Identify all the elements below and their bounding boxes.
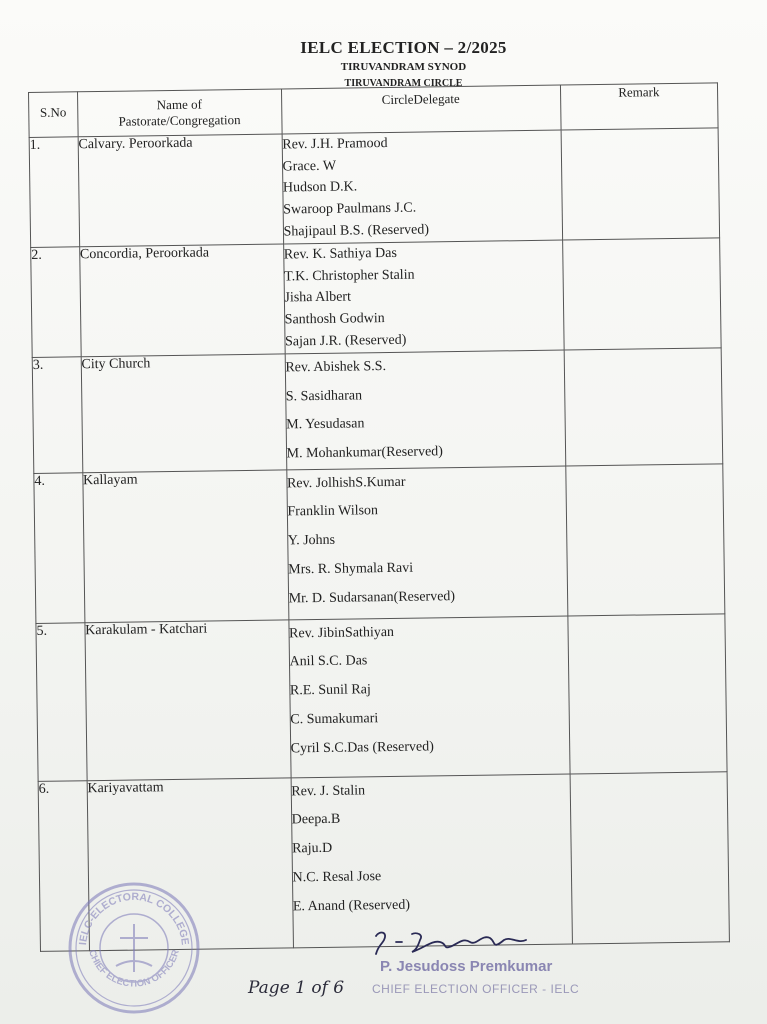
delegate-name: Hudson D.K. [282, 179, 358, 196]
row-pastorate: Kallayam [83, 470, 289, 623]
handwritten-signature [372, 928, 532, 962]
delegate-name: Rev. JibinSathiyan [289, 624, 395, 642]
row-delegates [285, 350, 566, 470]
delegate-name: M. Mohankumar(Reserved) [286, 444, 444, 462]
row-remark [567, 614, 727, 774]
delegate-name: Anil S.C. Das [289, 653, 368, 670]
delegate-name: Cyril S.C.Das (Reserved) [290, 738, 434, 756]
document-title: IELC ELECTION – 2/2025 [300, 38, 507, 57]
official-seal-stamp [64, 878, 204, 1018]
table-row [32, 348, 723, 473]
header-sno [29, 92, 78, 138]
delegate-name: Mr. D. Sudarsanan(Reserved) [288, 588, 456, 606]
header-remark-label: Remark [618, 84, 660, 100]
circle-subtitle: TIRUVANDRAM CIRCLE [344, 78, 463, 89]
delegate-name: Rev. J.H. Pramood [282, 135, 388, 153]
row-sno: 3. [32, 357, 82, 473]
stamp-bottom-text: CHIEF ELECTION OFFICER [86, 948, 182, 990]
delegate-name: N.C. Resal Jose [292, 868, 382, 886]
row-delegates [286, 466, 567, 620]
table-row [31, 238, 721, 358]
delegate-name: E. Anand (Reserved) [292, 897, 411, 914]
delegate-name: Franklin Wilson [287, 503, 379, 520]
delegate-table [28, 82, 730, 951]
synod-subtitle: TIRUVANDRAM SYNOD [340, 61, 467, 73]
delegate-name: Rev. K. Sathiya Das [283, 245, 397, 263]
delegate-name: Grace. W [282, 158, 337, 175]
table-row [29, 128, 719, 248]
row-sno: 6. [38, 780, 89, 951]
row-remark [561, 128, 720, 240]
row-delegates [283, 240, 564, 354]
table-row [34, 464, 725, 624]
row-pastorate: Calvary. Peroorkada [78, 134, 283, 247]
stamp-top-text: IELC-ELECTORAL COLLEGE [77, 890, 191, 946]
row-pastorate: Kariyavattam [87, 778, 293, 951]
officer-title: CHIEF ELECTION OFFICER - IELC [372, 982, 580, 996]
delegate-name: Santhosh Godwin [284, 311, 385, 328]
delegate-name: Deepa.B [291, 812, 341, 828]
delegate-name: Raju.D [292, 840, 333, 857]
row-sno: 5. [36, 623, 87, 782]
header-name-line1: Name of [156, 96, 202, 113]
page-number-note: Page 1 of 6 [248, 978, 345, 998]
row-pastorate: Karakulam - Katchari [85, 620, 291, 781]
row-remark [564, 348, 723, 466]
delegate-name: Y. Johns [287, 532, 336, 549]
header-sno-label: S.No [39, 104, 67, 120]
row-remark [562, 238, 721, 350]
header-name-line2: Pastorate/Congregation [118, 112, 241, 129]
row-delegates [288, 616, 569, 778]
delegate-name: Mrs. R. Shymala Ravi [288, 560, 414, 578]
row-pastorate: City Church [81, 354, 286, 473]
delegate-name: Rev. J. Stalin [291, 783, 366, 800]
stamp-cross-emblem [116, 924, 152, 972]
header-name [77, 89, 281, 137]
officer-name: P. Jesudoss Premkumar [380, 958, 553, 975]
delegate-name: Rev. JolhishS.Kumar [286, 474, 406, 492]
row-sno: 2. [31, 247, 81, 358]
delegate-name: M. Yesudasan [286, 416, 365, 433]
delegate-name: S. Sasidharan [285, 388, 363, 405]
delegate-name: R.E. Sunil Raj [289, 682, 371, 699]
delegate-name: Rev. Abishek S.S. [285, 359, 387, 376]
row-sno: 4. [34, 473, 85, 624]
row-delegates [291, 774, 572, 948]
header-delegate-label: CircleDelegate [381, 90, 460, 108]
header-delegate [281, 85, 561, 134]
header-remark [560, 83, 718, 130]
delegate-name: Sajan J.R. (Reserved) [284, 332, 407, 350]
delegate-name: Swaroop Paulmans J.C. [283, 200, 417, 218]
table-row [36, 614, 727, 782]
row-delegates [282, 130, 563, 244]
row-sno: 1. [29, 137, 79, 248]
row-remark [565, 464, 725, 616]
delegate-name: C. Sumakumari [290, 710, 379, 728]
row-remark [570, 772, 730, 944]
row-pastorate: Concordia, Peroorkada [79, 244, 284, 357]
delegate-name: Jisha Albert [284, 289, 352, 306]
delegate-name: T.K. Christopher Stalin [284, 267, 415, 285]
delegate-name: Shajipaul B.S. (Reserved) [283, 222, 430, 240]
